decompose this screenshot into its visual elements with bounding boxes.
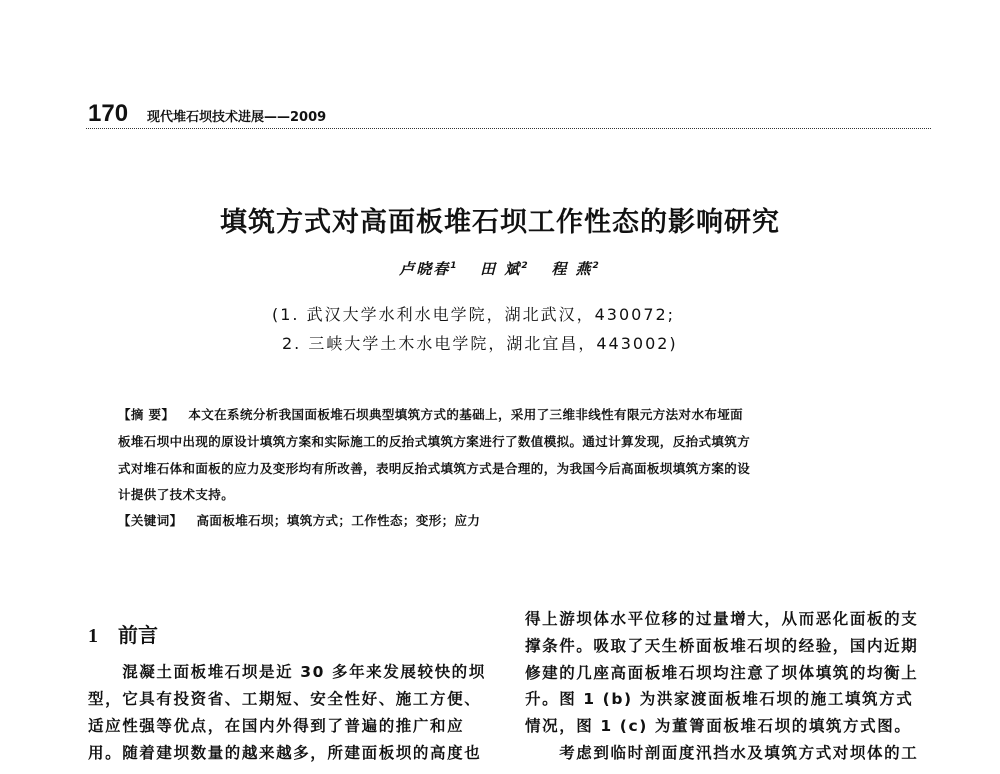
affiliation: (1. 武汉大学水利水电学院，湖北武汉，430072; bbox=[272, 305, 676, 324]
body-line: 考虑到临时剖面度汛挡水及填筑方式对坝体的工 bbox=[525, 744, 919, 762]
body-line: 升。图 1 (b) 为洪家渡面板堆石坝的施工填筑方式 bbox=[525, 690, 914, 708]
body-line: 修建的几座高面板堆石坝均注意了坝体填筑的均衡上 bbox=[525, 664, 919, 682]
author: 程 燕 bbox=[551, 260, 593, 278]
header-divider bbox=[86, 128, 931, 129]
body-line: 适应性强等优点，在国内外得到了普遍的推广和应 bbox=[88, 717, 465, 735]
affiliation: 2. 三峡大学土木水电学院，湖北宜昌，443002) bbox=[282, 334, 678, 353]
section-number: 1 bbox=[88, 625, 98, 647]
page-number: 170 bbox=[88, 100, 129, 127]
body-line: 型，它具有投资省、工期短、安全性好、施工方便、 bbox=[88, 690, 482, 708]
author-affil-mark: 1 bbox=[450, 261, 459, 271]
paper-title: 填筑方式对高面板堆石坝工作性态的影响研究 bbox=[220, 207, 780, 238]
body-line: 得上游坝体水平位移的过量增大，从而恶化面板的支 bbox=[525, 610, 919, 628]
author-affil-mark: 2 bbox=[521, 261, 530, 271]
section-title: 前言 bbox=[118, 623, 158, 647]
body-line: 用。随着建坝数量的越来越多，所建面板坝的高度也 bbox=[88, 744, 482, 762]
author: 田 斌 bbox=[480, 260, 522, 278]
body-line: 混凝土面板堆石坝是近 30 多年来发展较快的坝 bbox=[88, 663, 486, 681]
keywords-text: 高面板堆石坝；填筑方式；工作性态；变形；应力 bbox=[196, 513, 481, 528]
abstract-line bbox=[118, 405, 743, 423]
abstract-line: 板堆石坝中出现的原设计填筑方案和实际施工的反抬式填筑方案进行了数值模拟。通过计算发现，反抬式填筑方 bbox=[118, 434, 751, 449]
keywords bbox=[118, 511, 480, 529]
author-affil-mark: 2 bbox=[592, 261, 601, 271]
abstract-line: 计提供了技术支持。 bbox=[118, 487, 235, 502]
author-list bbox=[0, 258, 1000, 279]
body-line: 撑条件。吸取了天生桥面板堆石坝的经验，国内近期 bbox=[525, 637, 919, 655]
abstract-line: 式对堆石体和面板的应力及变形均有所改善，表明反抬式填筑方式是合理的，为我国今后高面板坝填筑方案的设 bbox=[118, 461, 751, 476]
body-line: 情况，图 1 (c) 为董箐面板堆石坝的填筑方式图。 bbox=[525, 717, 912, 735]
author: 卢晓春 bbox=[399, 260, 451, 278]
section-heading bbox=[88, 619, 158, 648]
running-header: 现代堆石坝技术进展——2009 bbox=[147, 110, 327, 125]
abstract-label: 【摘 要】 bbox=[118, 407, 175, 422]
abstract-text: 本文在系统分析我国面板堆石坝典型填筑方式的基础上，采用了三维非线性有限元方法对水布垭面 bbox=[188, 407, 744, 422]
keywords-label: 【关键词】 bbox=[118, 513, 183, 528]
